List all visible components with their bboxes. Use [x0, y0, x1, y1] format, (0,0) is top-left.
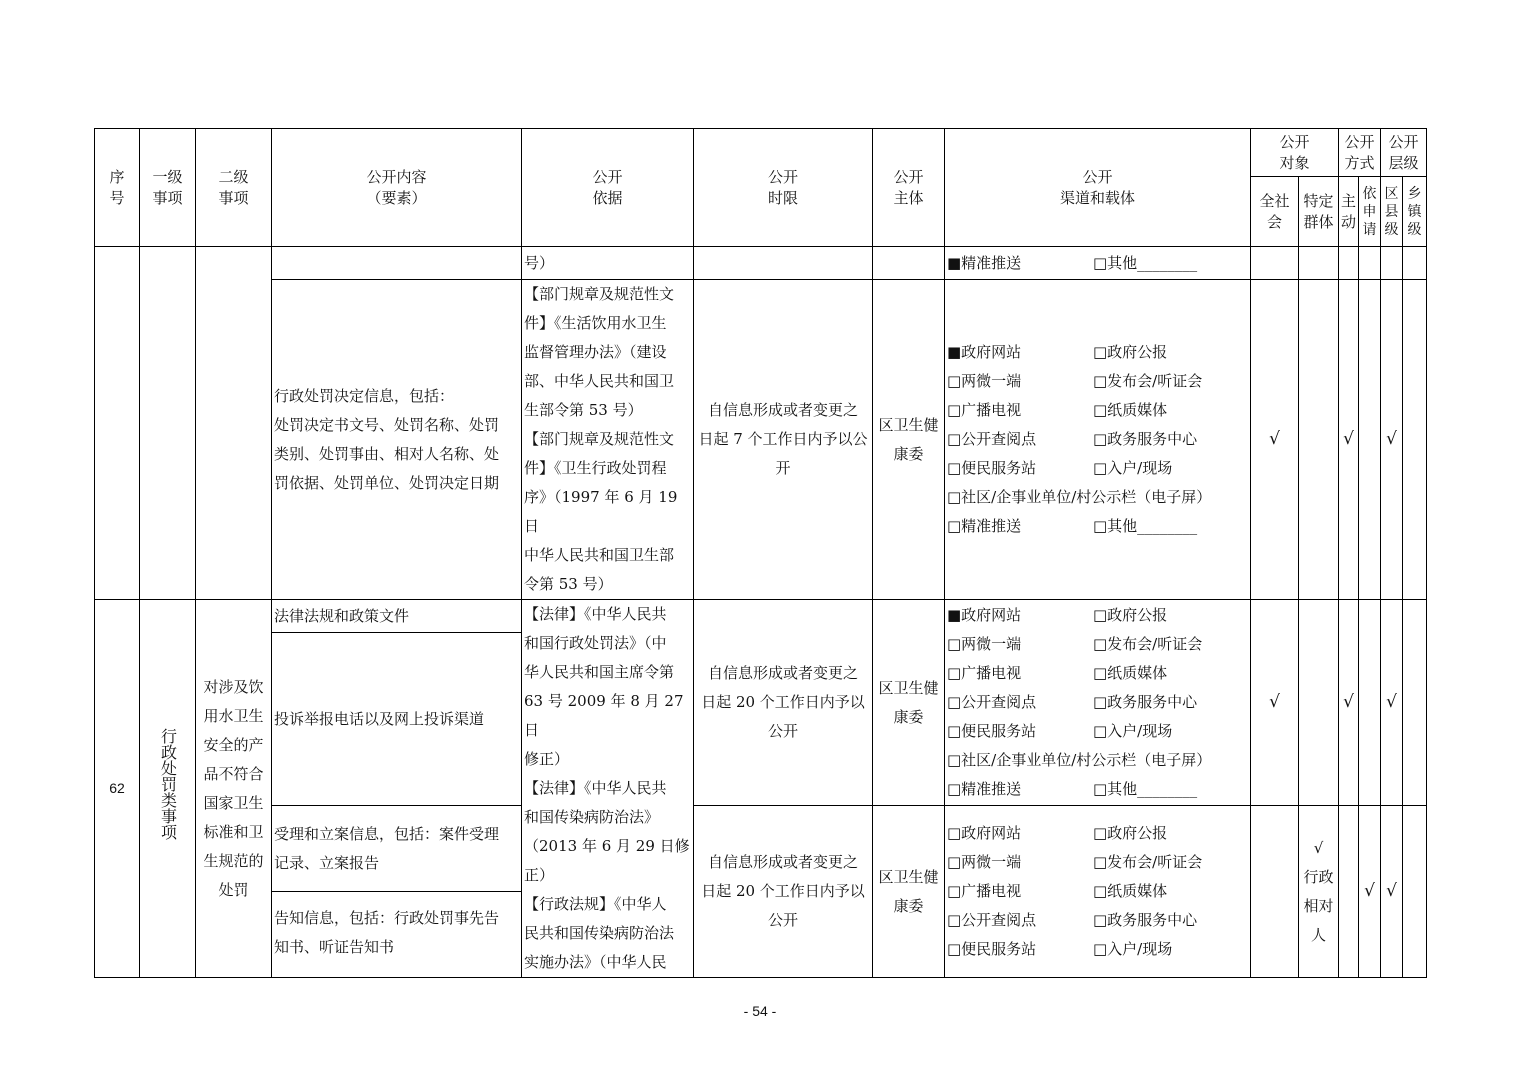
- seq-number: 62: [95, 600, 140, 978]
- channel-option: □社区/企事业单位/村公示栏（电子屏）: [947, 751, 1212, 769]
- channel-option: □公开查阅点: [947, 911, 1037, 929]
- header-level-town: 乡 镇 级: [1403, 177, 1427, 247]
- header-content: 公开内容 （要素）: [272, 129, 522, 247]
- subject-cell: [873, 247, 945, 280]
- channel-option: □入户/现场: [1093, 940, 1173, 958]
- time-limit-cell: [694, 247, 873, 280]
- content-cell: 投诉举报电话以及网上投诉渠道: [272, 633, 522, 806]
- basis-cell: 【部门规章及规范性文 件】《生活饮用水卫生 监督管理办法》（建设 部、中华人民共和国卫 生部令第 53 号） 【部门规章及规范性文 件】《卫生行政处罚程 序》（1997 年 6 月 19 日 中华人民共和国卫生部 令第 53 号）: [522, 280, 694, 600]
- header-seq: 序 号: [95, 129, 140, 247]
- seq-cell-empty: [95, 247, 140, 600]
- channel-cell: [945, 806, 1251, 978]
- subject-cell: 区卫生健 康委: [873, 806, 945, 978]
- channel-option: □纸质媒体: [1093, 664, 1168, 682]
- level1-cell: [140, 600, 196, 978]
- disclosure-table: [94, 128, 1427, 978]
- header-subject: 公开 主体: [873, 129, 945, 247]
- content-cell: 告知信息，包括：行政处罚事先告 知书、听证告知书: [272, 892, 522, 978]
- level-district-check: √: [1381, 280, 1403, 600]
- channel-option: □发布会/听证会: [1093, 853, 1203, 871]
- channel-option: □广播电视: [947, 882, 1022, 900]
- header-level-district: 区 县 级: [1381, 177, 1403, 247]
- level1-cell-empty: [140, 247, 196, 600]
- header-time-limit: 公开 时限: [694, 129, 873, 247]
- channel-option: □广播电视: [947, 401, 1022, 419]
- level1-text: 行政处罚类事项: [158, 727, 178, 840]
- header-method-active: 主 动: [1339, 177, 1359, 247]
- target-all-check: √: [1251, 280, 1299, 600]
- channel-option: □两微一端: [947, 635, 1022, 653]
- table-row: [95, 280, 1427, 600]
- channel-cell: [945, 280, 1251, 600]
- channel-option: □其他________: [1093, 517, 1198, 535]
- header-level: 公开 层级: [1381, 129, 1427, 177]
- page-number: - 54 -: [743, 1003, 777, 1019]
- time-limit-cell: 自信息形成或者变更之 日起 20 个工作日内予以 公开: [694, 806, 873, 978]
- channel-option: □便民服务站: [947, 459, 1037, 477]
- channel-option: □政务服务中心: [1093, 693, 1198, 711]
- channel-option: □两微一端: [947, 853, 1022, 871]
- channel-option: □政府公报: [1093, 824, 1168, 842]
- table-row: [95, 247, 1427, 280]
- method-apply-check: √: [1359, 806, 1381, 978]
- table-row: [95, 806, 1427, 892]
- header-method: 公开 方式: [1339, 129, 1381, 177]
- channel-option: □精准推送: [947, 517, 1022, 535]
- channel-option: □政府公报: [1093, 606, 1168, 624]
- channel-option: ■政府网站: [947, 606, 1022, 624]
- content-cell: [272, 247, 522, 280]
- content-cell: 受理和立案信息，包括：案件受理 记录、立案报告: [272, 806, 522, 892]
- channel-option: □入户/现场: [1093, 459, 1173, 477]
- channel-option: □政府网站: [947, 824, 1022, 842]
- table-row: [95, 600, 1427, 633]
- header-target-all: 全社 会: [1251, 177, 1299, 247]
- header-level2: 二级 事项: [196, 129, 272, 247]
- channel-option: □两微一端: [947, 372, 1022, 390]
- channel-option: □入户/现场: [1093, 722, 1173, 740]
- subject-cell: 区卫生健 康委: [873, 280, 945, 600]
- content-cell: 行政处罚决定信息，包括： 处罚决定书文号、处罚名称、处罚 类别、处罚事由、相对人名称、处 罚依据、处罚单位、处罚决定日期: [272, 280, 522, 600]
- channel-option: □政务服务中心: [1093, 430, 1198, 448]
- channel-option: □政务服务中心: [1093, 911, 1198, 929]
- header-basis: 公开 依据: [522, 129, 694, 247]
- method-active-check: √: [1339, 600, 1359, 806]
- channel-option: ■政府网站: [947, 343, 1022, 361]
- channel-option: □其他________: [1093, 780, 1198, 798]
- basis-cell: 号）: [522, 247, 694, 280]
- channel-option: □公开查阅点: [947, 693, 1037, 711]
- channel-option: □广播电视: [947, 664, 1022, 682]
- channel-option: □发布会/听证会: [1093, 372, 1203, 390]
- target-group-check: √ 行政 相对 人: [1299, 806, 1339, 978]
- channel-cell: [945, 247, 1251, 280]
- channel-option: □社区/企事业单位/村公示栏（电子屏）: [947, 488, 1212, 506]
- time-limit-cell: 自信息形成或者变更之 日起 7 个工作日内予以公 开: [694, 280, 873, 600]
- header-level1: 一级 事项: [140, 129, 196, 247]
- level2-cell: 对涉及饮 用水卫生 安全的产 品不符合 国家卫生 标准和卫 生规范的 处罚: [196, 600, 272, 978]
- channel-option: □发布会/听证会: [1093, 635, 1203, 653]
- header-method-apply: 依 申 请: [1359, 177, 1381, 247]
- channel-option: □政府公报: [1093, 343, 1168, 361]
- channel-option: □便民服务站: [947, 940, 1037, 958]
- subject-cell: 区卫生健 康委: [873, 600, 945, 806]
- level2-cell-empty: [196, 247, 272, 600]
- channel-option: ■精准推送: [947, 253, 1022, 272]
- channel-option: □公开查阅点: [947, 430, 1037, 448]
- channel-option: □精准推送: [947, 780, 1022, 798]
- time-limit-cell: 自信息形成或者变更之 日起 20 个工作日内予以 公开: [694, 600, 873, 806]
- header-channel: 公开 渠道和载体: [945, 129, 1251, 247]
- channel-option: □纸质媒体: [1093, 882, 1168, 900]
- header-target-group: 特定 群体: [1299, 177, 1339, 247]
- level-district-check: √: [1381, 600, 1403, 806]
- method-active-check: √: [1339, 280, 1359, 600]
- channel-option: □便民服务站: [947, 722, 1037, 740]
- target-all-check: √: [1251, 600, 1299, 806]
- level-district-check: √: [1381, 806, 1403, 978]
- content-cell: 法律法规和政策文件: [272, 600, 522, 633]
- channel-cell: [945, 600, 1251, 806]
- channel-option: □纸质媒体: [1093, 401, 1168, 419]
- header-target: 公开 对象: [1251, 129, 1339, 177]
- channel-option: □其他________: [1093, 253, 1198, 272]
- basis-cell: 【法律】《中华人民共 和国行政处罚法》（中 华人民共和国主席令第 63 号 2009 年 8 月 27 日 修正） 【法律】《中华人民共 和国传染病防治法》 （2013 年 6 月 29 日修 正） 【行政法规】《中华人 民共和国传染病防治法 实施办法》（中华人民: [522, 600, 694, 978]
